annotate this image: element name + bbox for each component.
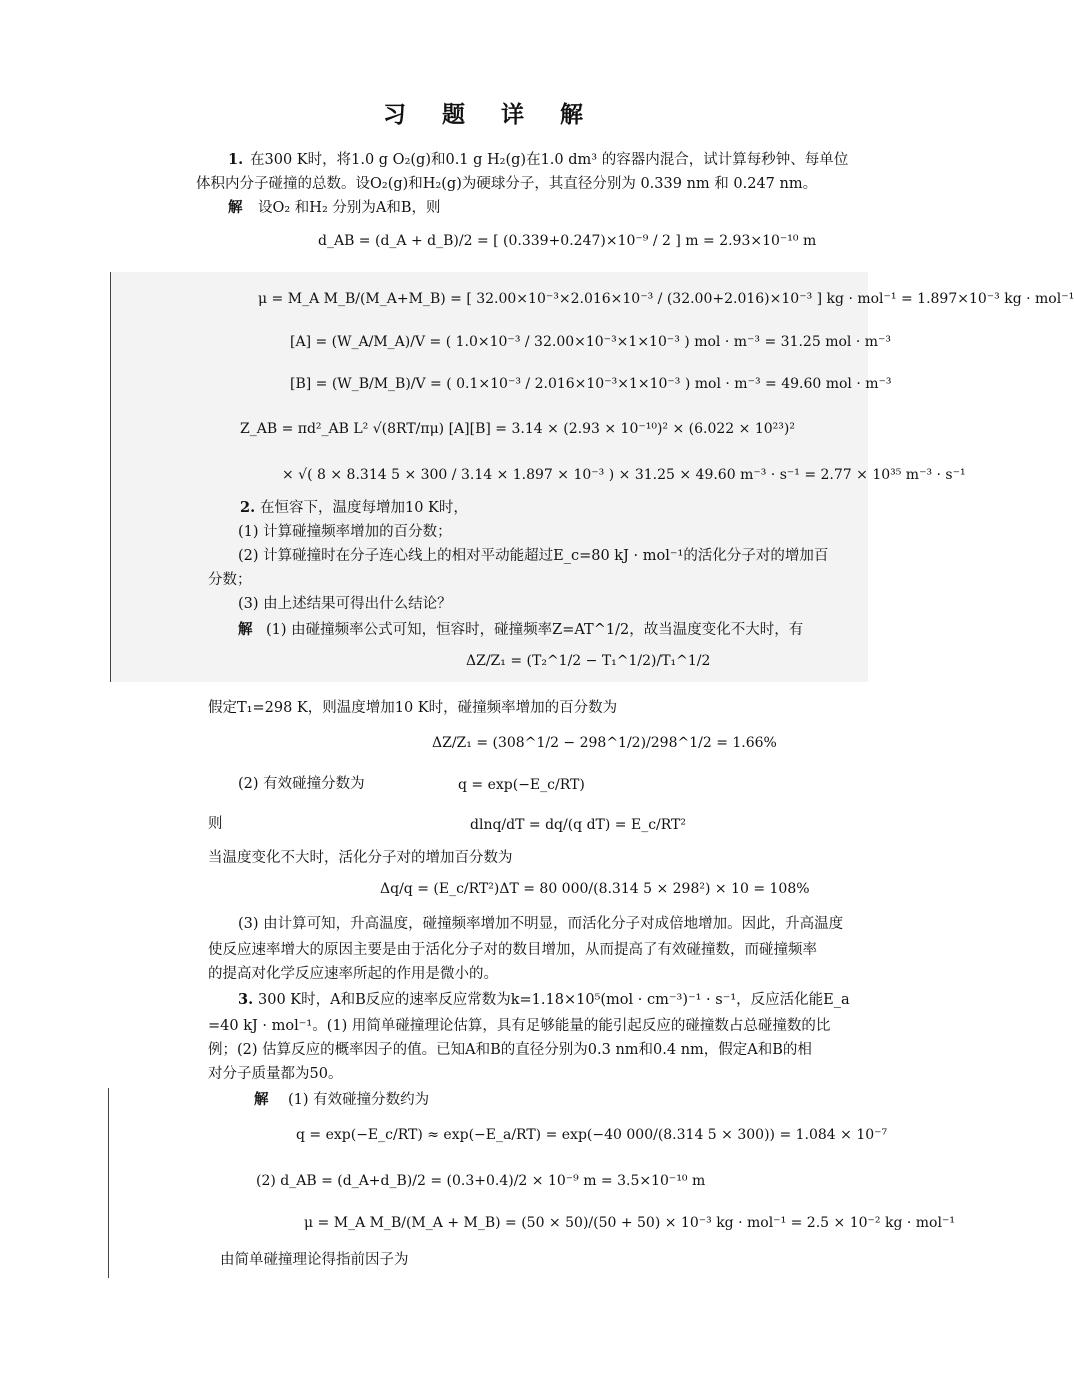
equation-mu: μ = M_A M_B/(M_A+M_B) = [ 32.00×10⁻³×2.016×10⁻³ / (32.00+2.016)×10⁻³ ] kg · mol⁻¹ = 1.897×10⁻³ kg · mol⁻¹	[258, 291, 1074, 307]
problem-2-solution-label: 解	[238, 621, 253, 638]
equation-conc-b: [B] = (W_B/M_B)/V = ( 0.1×10⁻³ / 2.016×10⁻³×1×10⁻³ ) mol · m⁻³ = 49.60 mol · m⁻³	[290, 376, 892, 392]
problem-2-solution-1: (1) 由碰撞频率公式可知，恒容时，碰撞频率Z=AT^1/2，故当温度变化不大时，有	[266, 622, 804, 638]
equation-q-exp: q = exp(−E_c/RT)	[458, 777, 585, 793]
problem-3-line-1: 300 K时，A和B反应的速率反应常数为k=1.18×10⁵(mol · cm⁻³)⁻¹ · s⁻¹，反应活化能E_a	[258, 992, 850, 1008]
equation-dlnq-dt: dlnq/dT = dq/(q dT) = E_c/RT²	[470, 817, 686, 833]
equation-z-ab-1: Z_AB = πd²_AB L² √(8RT/πμ) [A][B] = 3.14 × (2.93 × 10⁻¹⁰)² × (6.022 × 10²³)²	[240, 421, 795, 437]
problem-3-line-3: 例；(2) 估算反应的概率因子的值。已知A和B的直径分别为0.3 nm和0.4 nm，假定A和B的相	[208, 1042, 812, 1058]
equation-mu-2: μ = M_A M_B/(M_A + M_B) = (50 × 50)/(50 + 50) × 10⁻³ kg · mol⁻¹ = 2.5 × 10⁻² kg · mol⁻¹	[304, 1215, 955, 1231]
problem-2-conclusion-2: 使反应速率增大的原因主要是由于活化分子对的数目增加，从而提高了有效碰撞数，而碰撞频率	[208, 942, 817, 958]
problem-3-last-line: 由简单碰撞理论得指前因子为	[220, 1252, 409, 1268]
problem-2-number: 2.	[240, 499, 256, 516]
problem-2-question-1: (1) 计算碰撞频率增加的百分数；	[238, 524, 452, 540]
equation-q-estimate: q = exp(−E_c/RT) ≈ exp(−E_a/RT) = exp(−40 000/(8.314 5 × 300)) = 1.084 × 10⁻⁷	[296, 1127, 888, 1143]
equation-d-ab-2: (2) d_AB = (d_A+d_B)/2 = (0.3+0.4)/2 × 10⁻⁹ m = 3.5×10⁻¹⁰ m	[256, 1173, 706, 1189]
problem-3-solution-1: (1) 有效碰撞分数约为	[288, 1092, 430, 1108]
equation-delta-q-result: Δq/q = (E_c/RT²)ΔT = 80 000/(8.314 5 × 298²) × 10 = 108%	[380, 881, 810, 897]
problem-2-assumption: 假定T₁=298 K，则温度增加10 K时，碰撞频率增加的百分数为	[208, 700, 618, 716]
problem-3-line-2: =40 kJ · mol⁻¹。(1) 用简单碰撞理论估算，具有足够能量的能引起反应的碰撞数占总碰撞数的比	[208, 1018, 831, 1034]
problem-3-solution-label: 解	[254, 1091, 269, 1108]
equation-d-ab: d_AB = (d_A + d_B)/2 = [ (0.339+0.247)×10⁻⁹ / 2 ] m = 2.93×10⁻¹⁰ m	[318, 233, 817, 249]
scan-edge-line-top	[110, 272, 111, 682]
problem-2-question-2a: (2) 计算碰撞时在分子连心线上的相对平动能超过E_c=80 kJ · mol⁻¹的活化分子对的增加百	[238, 548, 829, 564]
problem-2-conclusion-1: (3) 由计算可知，升高温度，碰撞频率增加不明显，而活化分子对成倍地增加。因此，升高温度	[238, 916, 844, 932]
problem-1-solution-text: 设O₂ 和H₂ 分别为A和B，则	[258, 200, 441, 216]
problem-2-question-3: (3) 由上述结果可得出什么结论？	[238, 596, 452, 612]
equation-z-ab-2: × √( 8 × 8.314 5 × 300 / 3.14 × 1.897 × 10⁻³ ) × 31.25 × 49.60 m⁻³ · s⁻¹ = 2.77 × 10³⁵ m⁻³ · s⁻¹	[282, 467, 966, 483]
problem-2-when: 当温度变化不大时，活化分子对的增加百分数为	[208, 850, 513, 866]
problem-1-line-1: 在300 K时，将1.0 g O₂(g)和0.1 g H₂(g)在1.0 dm³ 的容器内混合，试计算每秒钟、每单位	[250, 152, 849, 168]
problem-1-line-2: 体积内分子碰撞的总数。设O₂(g)和H₂(g)为硬球分子，其直径分别为 0.339 nm 和 0.247 nm。	[196, 176, 818, 192]
equation-delta-z-percent: ΔZ/Z₁ = (308^1/2 − 298^1/2)/298^1/2 = 1.66%	[432, 735, 777, 751]
page-title: 习 题 详 解	[382, 101, 598, 128]
problem-1-number: 1.	[228, 151, 244, 168]
problem-2-then: 则	[208, 816, 223, 832]
problem-2-solution-2: (2) 有效碰撞分数为	[238, 776, 365, 792]
problem-1-solution-label: 解	[228, 199, 243, 216]
scan-edge-line-bottom	[108, 1088, 109, 1278]
problem-3-number: 3.	[238, 991, 254, 1008]
problem-2-question-2b: 分数；	[208, 572, 252, 588]
problem-2-conclusion-3: 的提高对化学反应速率所起的作用是微小的。	[208, 966, 498, 982]
problem-2-line-1: 在恒容下，温度每增加10 K时，	[260, 500, 468, 516]
equation-conc-a: [A] = (W_A/M_A)/V = ( 1.0×10⁻³ / 32.00×10⁻³×1×10⁻³ ) mol · m⁻³ = 31.25 mol · m⁻³	[290, 334, 892, 350]
equation-delta-z-ratio: ΔZ/Z₁ = (T₂^1/2 − T₁^1/2)/T₁^1/2	[466, 653, 711, 669]
problem-3-line-4: 对分子质量都为50。	[208, 1066, 343, 1082]
